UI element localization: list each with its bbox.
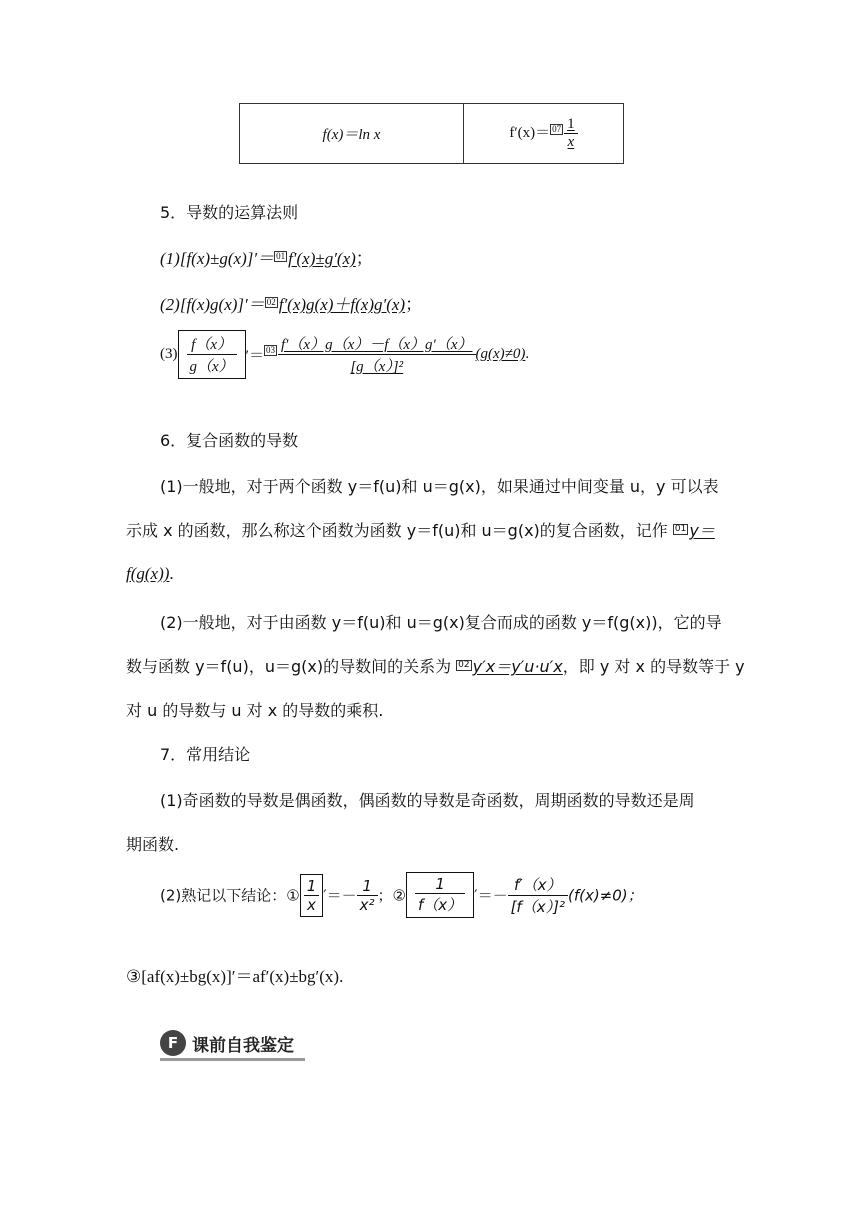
result-fraction-2 xyxy=(508,874,568,917)
composite-p1-line3 xyxy=(126,564,174,584)
table-cell-derivative xyxy=(464,104,624,164)
conclusion-p2 xyxy=(160,872,643,918)
answer-badge: 01 xyxy=(674,524,687,534)
rule-3-condition: (g(x)≠0) xyxy=(475,346,526,362)
conclusion-p1-line2: 期函数. xyxy=(126,835,180,854)
answer-badge: 02 xyxy=(458,660,470,670)
section-header xyxy=(160,1030,294,1056)
derivative-prefix: f′(x)＝ xyxy=(509,124,551,141)
conclusion-p3: ③[af(x)±bg(x)]′＝af′(x)±bg′(x). xyxy=(126,967,344,986)
fraction-denominator: x xyxy=(304,895,320,914)
prime-equals-minus: ′＝－ xyxy=(474,886,508,905)
reciprocal-bracket-1 xyxy=(300,874,324,917)
section-header-underline xyxy=(160,1058,305,1061)
rule-3 xyxy=(160,330,529,379)
reciprocal-fraction-1 xyxy=(304,877,320,914)
fraction-denominator: g（x） xyxy=(187,354,237,376)
fraction-numerator: 1 xyxy=(435,875,445,893)
composite-answer-start: y＝ xyxy=(689,521,715,540)
answer-badge: 03 xyxy=(265,344,275,355)
table-row xyxy=(240,104,624,164)
reciprocal-fraction-2 xyxy=(415,875,465,915)
rule-1 xyxy=(160,244,373,269)
rule-3-suffix: . xyxy=(525,346,530,362)
composite-p2-line2 xyxy=(126,654,745,677)
section-icon: F xyxy=(160,1030,186,1056)
quotient-bracket xyxy=(178,330,246,379)
reciprocal-bracket-2 xyxy=(406,872,474,918)
table-cell-function xyxy=(240,104,464,164)
conclusion-p2-label: (2)熟记以下结论：① xyxy=(160,886,300,905)
quotient-fraction xyxy=(187,333,237,376)
composite-p2-text: 数与函数 y＝f(u)，u＝g(x)的导数间的关系为 xyxy=(126,657,452,676)
chain-rule-answer: y′x＝y′u·u′x xyxy=(472,657,563,676)
section-7-title: 7．常用结论 xyxy=(160,745,251,764)
period: . xyxy=(169,564,174,583)
fraction-numerator: f′（x） xyxy=(513,875,562,894)
composite-p2-text-b: ，即 y 对 x 的导数等于 y xyxy=(562,657,745,676)
composite-p1-line2 xyxy=(126,518,715,541)
rule-2-prefix: (2)[f(x)g(x)]′＝ xyxy=(160,295,265,314)
answer-badge: 02 xyxy=(266,297,276,307)
fraction-numerator: 1 xyxy=(567,116,575,132)
composite-p2-line1: (2)一般地，对于由函数 y＝f(u)和 u＝g(x)复合而成的函数 y＝f(g(x))，它的导 xyxy=(160,613,722,632)
function-text: f(x)＝ln x xyxy=(322,127,381,143)
section-5-title: 5．导数的运算法则 xyxy=(160,203,299,222)
rule-2-suffix: ； xyxy=(405,295,423,315)
rule-1-prefix: (1)[f(x)±g(x)]′＝ xyxy=(160,249,275,268)
fraction-denominator: x xyxy=(564,133,578,151)
rule-2 xyxy=(160,290,422,315)
answer-badge: 01 xyxy=(276,251,286,261)
result-fraction-1 xyxy=(357,877,378,914)
fraction-denominator: x² xyxy=(357,895,378,914)
fraction-denominator: [f（x）]² xyxy=(508,895,568,917)
fraction-numerator: 1 xyxy=(306,876,317,895)
fraction-numerator: f（x） xyxy=(191,337,232,353)
section-header-title: 课前自我鉴定 xyxy=(192,1035,294,1056)
derivative-table xyxy=(239,103,624,164)
composite-p2-line3: 对 u 的导数与 u 对 x 的导数的乘积. xyxy=(126,701,384,720)
derivative-fraction xyxy=(564,116,578,151)
conclusion-p1-line1: (1)奇函数的导数是偶函数，偶函数的导数是奇函数，周期函数的导数还是周 xyxy=(160,791,695,810)
fraction-numerator: 1 xyxy=(362,876,372,895)
rule-3-label: (3) xyxy=(160,346,178,362)
conclusion-condition: (f(x)≠0)； xyxy=(567,886,643,905)
section-6-title: 6．复合函数的导数 xyxy=(160,431,299,450)
prime-equals-minus: ′＝－ xyxy=(323,886,357,905)
rule-1-suffix: ； xyxy=(355,249,373,269)
rule-3-answer-fraction xyxy=(278,333,476,376)
rule-1-answer: f′(x)±g′(x) xyxy=(288,249,356,268)
rule-2-answer: f′(x)g(x)＋f(x)g′(x) xyxy=(278,295,406,314)
answer-badge: 07 xyxy=(552,123,562,134)
fraction-denominator: [g（x）]² xyxy=(278,354,476,376)
fraction-denominator: f（x） xyxy=(415,893,465,915)
composite-p1-text: 示成 x 的函数，那么称这个函数为函数 y＝f(u)和 u＝g(x)的复合函数，记作 xyxy=(126,521,668,540)
prime-equals: ′＝ xyxy=(245,348,264,364)
composite-answer-end: f(g(x)) xyxy=(126,564,170,583)
fraction-numerator: f′（x）g（x）－f（x）g′（x） xyxy=(280,337,473,353)
composite-p1-line1: (1)一般地，对于两个函数 y＝f(u)和 u＝g(x)，如果通过中间变量 u，y 可以表 xyxy=(160,477,719,496)
separator: ；② xyxy=(377,886,406,905)
